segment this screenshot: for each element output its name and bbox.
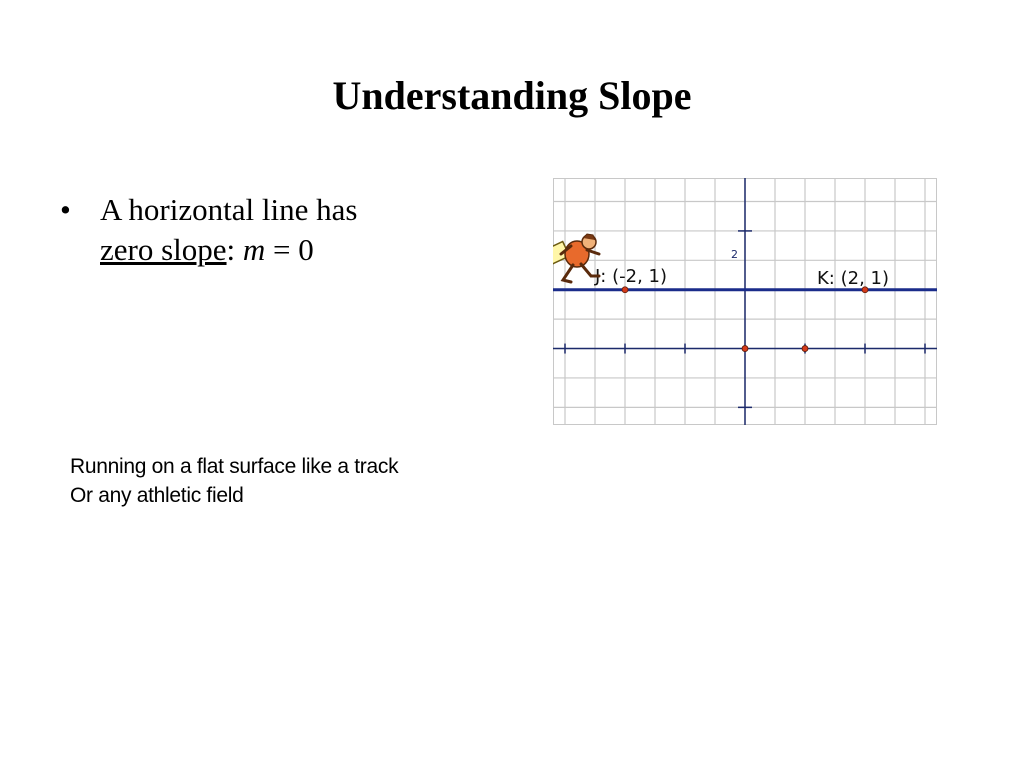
coordinate-plane	[553, 178, 937, 425]
axes	[553, 178, 937, 425]
plot-point	[742, 346, 748, 352]
caption	[70, 452, 398, 510]
point-j-label: J: (-2, 1)	[595, 266, 667, 287]
caption-line-1: Running on a flat surface like a track	[70, 455, 399, 478]
equation-value: = 0	[265, 232, 314, 267]
slide-title: Understanding Slope	[332, 73, 692, 118]
slope-variable: m	[242, 232, 266, 267]
bullet-line-1: A horizontal line has	[100, 192, 358, 227]
plot-point	[622, 287, 628, 293]
term-colon: :	[226, 232, 243, 267]
caption-line-2: Or any athletic field	[70, 484, 244, 507]
zero-slope-term: zero slope	[100, 232, 227, 267]
plot-point	[802, 346, 808, 352]
y-tick-label: 2	[731, 248, 738, 261]
slope-graph	[553, 178, 937, 425]
bullet-text	[100, 190, 480, 270]
point-k-label: K: (2, 1)	[817, 268, 889, 289]
bullet-marker: •	[60, 192, 71, 227]
runner-clipart-icon	[553, 234, 599, 282]
